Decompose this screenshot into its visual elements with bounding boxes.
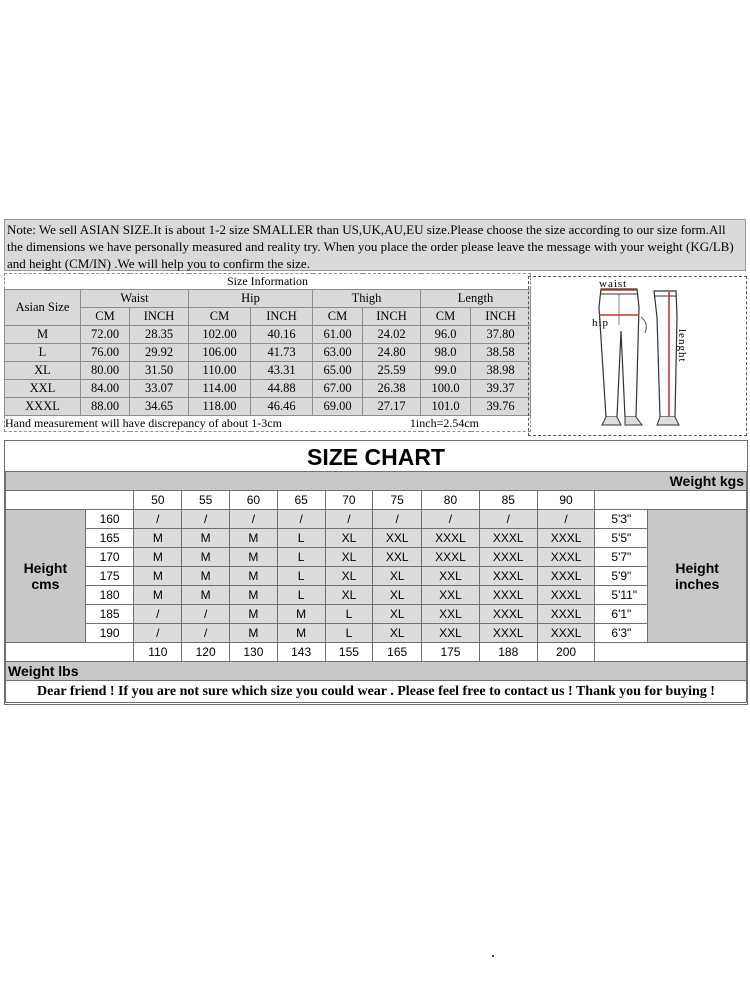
waist-label: waist (599, 278, 628, 290)
measurement-value: 44.88 (251, 380, 313, 398)
recommended-size-cell: M (134, 529, 182, 548)
recommended-size-cell: XXXL (537, 624, 595, 643)
measurement-value: 80.00 (81, 362, 130, 380)
recommended-size-cell: L (277, 548, 325, 567)
recommended-size-cell: XL (373, 605, 422, 624)
unit-header: CM (189, 308, 251, 326)
height-row (6, 548, 747, 567)
measurement-value: 34.65 (130, 398, 189, 416)
weight-lbs-value: 200 (537, 643, 595, 662)
height-inch-value: 6'1" (595, 605, 648, 624)
measurement-value: 99.0 (421, 362, 471, 380)
measurement-value: 76.00 (81, 344, 130, 362)
measurement-value: 61.00 (313, 326, 363, 344)
size-information-table (4, 273, 531, 432)
measurement-value: 72.00 (81, 326, 130, 344)
measurement-value: 65.00 (313, 362, 363, 380)
measurement-value: 43.31 (251, 362, 313, 380)
recommended-size-cell: XXXL (537, 567, 595, 586)
recommended-size-cell: XL (373, 586, 422, 605)
recommended-size-cell: M (230, 548, 278, 567)
weight-kg-value: 85 (479, 491, 537, 510)
recommended-size-cell: L (325, 624, 373, 643)
recommended-size-cell: XXXL (537, 586, 595, 605)
recommended-size-cell: / (134, 624, 182, 643)
measurement-value: 24.02 (363, 326, 421, 344)
weight-lbs-value: 175 (422, 643, 480, 662)
blank-cell (6, 643, 134, 662)
recommended-size-cell: XXL (373, 529, 422, 548)
height-inches-label-line: Height (675, 560, 719, 576)
recommended-size-cell: XXXL (479, 605, 537, 624)
measurement-value: 31.50 (130, 362, 189, 380)
recommended-size-cell: XXL (373, 548, 422, 567)
recommended-size-cell: / (277, 510, 325, 529)
measurement-value: 102.00 (189, 326, 251, 344)
recommended-size-cell: M (182, 548, 230, 567)
recommended-size-cell: XXXL (537, 548, 595, 567)
recommended-size-cell: / (134, 605, 182, 624)
size-label: XXXL (5, 398, 81, 416)
height-cm-value: 165 (85, 529, 134, 548)
measurement-value: 37.80 (471, 326, 531, 344)
weight-lbs-value: 110 (134, 643, 182, 662)
recommended-size-cell: XL (325, 586, 373, 605)
measurement-value: 25.59 (363, 362, 421, 380)
recommended-size-cell: XL (325, 567, 373, 586)
size-label: M (5, 326, 81, 344)
measurement-value: 98.0 (421, 344, 471, 362)
recommended-size-cell: M (134, 567, 182, 586)
measurement-value: 63.00 (313, 344, 363, 362)
recommended-size-cell: L (277, 567, 325, 586)
recommended-size-cell: / (422, 510, 480, 529)
height-inch-value: 5'9" (595, 567, 648, 586)
pants-measurement-diagram (528, 276, 747, 436)
recommended-size-cell: XXXL (422, 548, 480, 567)
measurement-value: 38.98 (471, 362, 531, 380)
recommended-size-cell: M (134, 586, 182, 605)
recommended-size-cell: M (182, 529, 230, 548)
recommended-size-cell: XXXL (537, 529, 595, 548)
blank-cell (595, 491, 747, 510)
size-row (5, 398, 531, 416)
measurement-value: 39.76 (471, 398, 531, 416)
weight-lbs-value: 165 (373, 643, 422, 662)
weight-kgs-header: Weight kgs (6, 472, 747, 491)
measurement-value: 88.00 (81, 398, 130, 416)
size-information-title: Size Information (5, 274, 531, 290)
weight-kg-value: 70 (325, 491, 373, 510)
measurement-footnote: Hand measurement will have discrepancy of about 1-3cm (5, 416, 282, 430)
recommended-size-cell: M (277, 624, 325, 643)
stray-dot (492, 955, 494, 957)
recommended-size-cell: / (325, 510, 373, 529)
measurement-value: 110.00 (189, 362, 251, 380)
height-cm-value: 185 (85, 605, 134, 624)
weight-kg-value: 55 (182, 491, 230, 510)
weight-kg-value: 60 (230, 491, 278, 510)
height-row (6, 586, 747, 605)
weight-kg-value: 75 (373, 491, 422, 510)
height-row (6, 605, 747, 624)
height-inch-value: 5'5" (595, 529, 648, 548)
recommended-size-cell: XXL (422, 605, 480, 624)
unit-header: INCH (471, 308, 531, 326)
height-cm-value: 160 (85, 510, 134, 529)
recommended-size-cell: / (537, 510, 595, 529)
recommended-size-cell: M (230, 529, 278, 548)
measurement-value: 38.58 (471, 344, 531, 362)
measurement-value: 96.0 (421, 326, 471, 344)
height-cm-value: 170 (85, 548, 134, 567)
height-inch-value: 5'11" (595, 586, 648, 605)
height-inches-label-line: inches (674, 576, 720, 592)
group-header-hip: Hip (189, 290, 313, 308)
pants-illustration (529, 277, 748, 437)
recommended-size-cell: M (134, 548, 182, 567)
height-inches-label (648, 510, 747, 643)
recommended-size-cell: XXL (422, 567, 480, 586)
weight-lbs-value: 155 (325, 643, 373, 662)
recommended-size-cell: M (182, 567, 230, 586)
weight-lbs-label: Weight lbs (6, 662, 747, 681)
recommended-size-cell: M (230, 624, 278, 643)
measurement-value: 114.00 (189, 380, 251, 398)
recommended-size-cell: XXXL (479, 548, 537, 567)
height-cms-label-line: cms (31, 576, 60, 592)
blank-cell (6, 491, 134, 510)
recommended-size-cell: / (479, 510, 537, 529)
unit-header: INCH (251, 308, 313, 326)
measurement-value: 106.00 (189, 344, 251, 362)
height-cm-value: 190 (85, 624, 134, 643)
measurement-value: 26.38 (363, 380, 421, 398)
size-information-block (4, 219, 748, 438)
inch-conversion: 1inch=2.54cm (409, 416, 479, 430)
measurement-value: 29.92 (130, 344, 189, 362)
measurement-value: 101.0 (421, 398, 471, 416)
recommended-size-cell: XXXL (479, 624, 537, 643)
group-header-length: Length (421, 290, 531, 308)
size-note: Note: We sell ASIAN SIZE.It is about 1-2 size SMALLER than US,UK,AU,EU size.Please choose the size according to our size form.All the dimensions we have personally measured and reality try. When you place the order please leave the message with your weight (KG/LB) and height (CM/IN) .We will help you to confirm the size. (4, 219, 746, 271)
recommended-size-cell: / (373, 510, 422, 529)
weight-lbs-value: 120 (182, 643, 230, 662)
size-label: XXL (5, 380, 81, 398)
size-chart (4, 440, 748, 705)
measurement-value: 84.00 (81, 380, 130, 398)
recommended-size-cell: / (134, 510, 182, 529)
hip-label: hip (592, 317, 610, 329)
height-row (6, 567, 747, 586)
height-cms-label-line: Height (23, 560, 68, 576)
unit-header: INCH (363, 308, 421, 326)
unit-header: CM (81, 308, 130, 326)
size-label: XL (5, 362, 81, 380)
height-cms-label (6, 510, 86, 643)
measurement-value: 69.00 (313, 398, 363, 416)
recommended-size-cell: XXXL (479, 567, 537, 586)
size-label: L (5, 344, 81, 362)
height-inch-value: 5'7" (595, 548, 648, 567)
length-label: lenght (676, 329, 688, 363)
recommended-size-cell: XL (325, 529, 373, 548)
height-cm-value: 180 (85, 586, 134, 605)
recommended-size-cell: M (277, 605, 325, 624)
recommended-size-cell: / (182, 605, 230, 624)
weight-lbs-value: 143 (277, 643, 325, 662)
weight-kg-value: 80 (422, 491, 480, 510)
recommended-size-cell: M (230, 605, 278, 624)
unit-header: CM (313, 308, 363, 326)
measurement-footnote-row (5, 416, 531, 432)
size-row (5, 362, 531, 380)
measurement-value: 28.35 (130, 326, 189, 344)
recommended-size-cell: M (230, 567, 278, 586)
unit-header: CM (421, 308, 471, 326)
unit-header: INCH (130, 308, 189, 326)
recommended-size-cell: XXXL (479, 529, 537, 548)
recommended-size-cell: XL (373, 567, 422, 586)
recommended-size-cell: XL (373, 624, 422, 643)
recommended-size-cell: / (182, 624, 230, 643)
measurement-value: 46.46 (251, 398, 313, 416)
measurement-value: 39.37 (471, 380, 531, 398)
recommended-size-cell: / (182, 510, 230, 529)
height-row (6, 510, 747, 529)
recommended-size-cell: L (277, 529, 325, 548)
weight-kg-value: 65 (277, 491, 325, 510)
group-header-waist: Waist (81, 290, 189, 308)
measurement-value: 118.00 (189, 398, 251, 416)
recommended-size-cell: XXXL (537, 605, 595, 624)
measurement-value: 33.07 (130, 380, 189, 398)
height-row (6, 529, 747, 548)
recommended-size-cell: M (182, 586, 230, 605)
closing-message: Dear friend ! If you are not sure which size you could wear . Please feel free to contact us ! Thank you for buying ! (6, 681, 747, 703)
height-inch-value: 6'3" (595, 624, 648, 643)
recommended-size-cell: XXL (422, 624, 480, 643)
size-row (5, 344, 531, 362)
recommended-size-cell: XXL (422, 586, 480, 605)
size-row (5, 326, 531, 344)
weight-lbs-value: 188 (479, 643, 537, 662)
weight-kg-value: 90 (537, 491, 595, 510)
measurement-value: 24.80 (363, 344, 421, 362)
weight-lbs-value: 130 (230, 643, 278, 662)
measurement-value: 67.00 (313, 380, 363, 398)
recommended-size-cell: XL (325, 548, 373, 567)
measurement-value: 27.17 (363, 398, 421, 416)
blank-cell (595, 643, 747, 662)
size-row (5, 380, 531, 398)
group-header-thigh: Thigh (313, 290, 421, 308)
recommended-size-cell: L (277, 586, 325, 605)
height-inch-value: 5'3" (595, 510, 648, 529)
size-chart-title: SIZE CHART (307, 444, 445, 470)
height-row (6, 624, 747, 643)
recommended-size-cell: XXXL (422, 529, 480, 548)
recommended-size-cell: / (230, 510, 278, 529)
size-chart-grid (5, 471, 747, 703)
recommended-size-cell: M (230, 586, 278, 605)
weight-kg-value: 50 (134, 491, 182, 510)
measurement-value: 100.0 (421, 380, 471, 398)
height-cm-value: 175 (85, 567, 134, 586)
recommended-size-cell: XXXL (479, 586, 537, 605)
recommended-size-cell: L (325, 605, 373, 624)
asian-size-header: Asian Size (5, 290, 81, 326)
measurement-value: 40.16 (251, 326, 313, 344)
measurement-value: 41.73 (251, 344, 313, 362)
